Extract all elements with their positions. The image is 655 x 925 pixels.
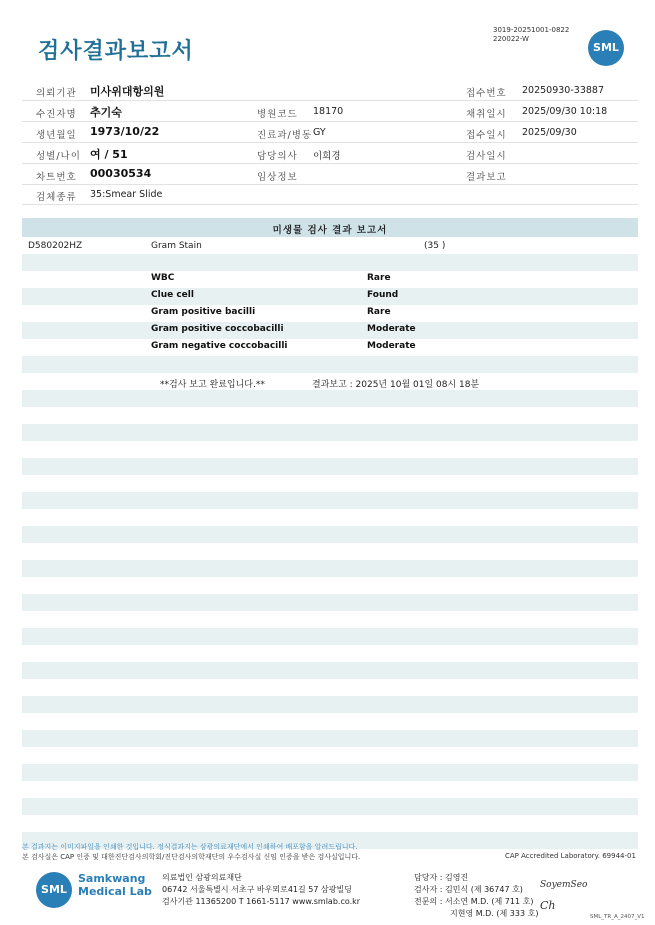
info-row [22, 122, 638, 143]
info-label: 담당의사 [257, 151, 298, 162]
row-band [22, 390, 638, 407]
row-band [22, 594, 638, 611]
row-band [22, 560, 638, 577]
info-label: 검체종류 [36, 192, 77, 203]
info-row [22, 164, 638, 185]
info-label: 진료과/병동 [257, 130, 313, 141]
result-value: Rare [367, 307, 391, 317]
staff-line: 전문의 : 서소연 M.D. (제 711 호) [414, 897, 534, 906]
info-value: GY [313, 127, 326, 138]
info-value: 35:Smear Slide [90, 189, 163, 200]
info-value: 2025/09/30 [522, 127, 577, 138]
page-title: 검사결과보고서 [38, 39, 194, 64]
staff-line: 담당자 : 김영진 [414, 873, 469, 882]
info-value: 추기숙 [90, 106, 122, 119]
result-value: Rare [367, 273, 391, 283]
sml-logo-icon: SML [588, 30, 624, 66]
result-name: Gram positive bacilli [151, 307, 256, 317]
row-band [22, 662, 638, 679]
row-band [22, 730, 638, 747]
row-band [22, 798, 638, 815]
form-id: SML_TR_A_2407_V1 [590, 914, 645, 920]
address-line: 06742 서울특별시 서초구 바우뫼로41길 57 삼광빌딩 [162, 885, 352, 894]
info-value: 2025/09/30 10:18 [522, 106, 608, 117]
lab-name-line-1: Samkwang [78, 872, 146, 885]
row-band [22, 254, 638, 271]
accreditation-note: 본 검사실은 CAP 인증 및 대한진단검사의학회/진단검사의학재단의 우수검사실 신임 인증을 받은 검사실입니다. [22, 853, 361, 861]
result-value: Moderate [367, 341, 416, 351]
document-id [493, 26, 569, 44]
info-row [22, 143, 638, 164]
sml-footer-logo-icon: SML [36, 872, 72, 908]
info-value: 미사위대항의원 [90, 85, 165, 98]
info-value: 00030534 [90, 167, 152, 180]
info-label: 성별/나이 [36, 151, 81, 162]
row-band [22, 322, 638, 339]
result-name: WBC [151, 273, 175, 283]
info-label: 의뢰기관 [36, 88, 77, 99]
info-value: 이희경 [313, 151, 341, 162]
row-band [22, 356, 638, 373]
lab-name [78, 872, 152, 898]
row-band [22, 424, 638, 441]
result-value: Found [367, 290, 399, 300]
info-value: 여 / 51 [90, 148, 128, 161]
info-label: 병원코드 [257, 109, 298, 120]
signature-1: SoyemSeo [540, 880, 588, 890]
row-band [22, 492, 638, 509]
test-count: (35 ) [424, 241, 446, 251]
info-row [22, 101, 638, 122]
address-line: 검사기관 11365200 T 1661-5117 www.smlab.co.kr [162, 897, 361, 906]
info-label: 임상정보 [257, 172, 298, 183]
test-code: D580202HZ [28, 241, 83, 251]
info-label: 생년월일 [36, 130, 77, 141]
info-label: 접수일시 [466, 130, 507, 141]
report-title-band [22, 218, 638, 237]
info-value: 18170 [313, 106, 344, 117]
row-band [22, 526, 638, 543]
info-row [22, 184, 638, 205]
info-row [22, 80, 638, 101]
info-value: 1973/10/22 [90, 125, 160, 138]
document-id-line-1: 3019-20251001-0822 [493, 26, 570, 34]
test-name: Gram Stain [151, 241, 202, 251]
result-name: Gram negative coccobacilli [151, 341, 288, 351]
row-band [22, 288, 638, 305]
result-name: Clue cell [151, 290, 194, 300]
report-title: 미생물 검사 결과 보고서 [272, 225, 388, 236]
signature-2: Ch [540, 899, 556, 912]
info-label: 채취일시 [466, 109, 507, 120]
row-band [22, 696, 638, 713]
staff-line: 검사자 : 김민식 (제 36747 호) [414, 885, 523, 894]
result-value: Moderate [367, 324, 416, 334]
info-value: 20250930-33887 [522, 85, 605, 96]
footer-note: 본 결과지는 이미지파일을 인쇄한 것입니다. 정식결과지는 삼광의료재단에서 인쇄하여 배포함을 알려드립니다. [22, 843, 358, 851]
row-band [22, 764, 638, 781]
info-label: 차트번호 [36, 172, 77, 183]
info-label: 수진자명 [36, 109, 77, 120]
result-name: Gram positive coccobacilli [151, 324, 284, 334]
info-label: 접수번호 [466, 88, 507, 99]
report-complete-text: **검사 보고 완료입니다.** [160, 380, 265, 390]
staff-line: 지현영 M.D. (제 333 호) [450, 909, 539, 918]
report-time: 결과보고 : 2025년 10월 01일 08시 18분 [312, 380, 480, 390]
row-band [22, 458, 638, 475]
address-line: 의료법인 삼광의료재단 [162, 873, 242, 882]
row-band [22, 628, 638, 645]
lab-name-line-2: Medical Lab [78, 885, 152, 898]
info-label: 결과보고 [466, 172, 507, 183]
cap-accreditation: CAP Accredited Laboratory. 69944-01 [505, 852, 636, 860]
document-id-line-2: 220022-W [493, 35, 529, 43]
info-label: 검사일시 [466, 151, 507, 162]
